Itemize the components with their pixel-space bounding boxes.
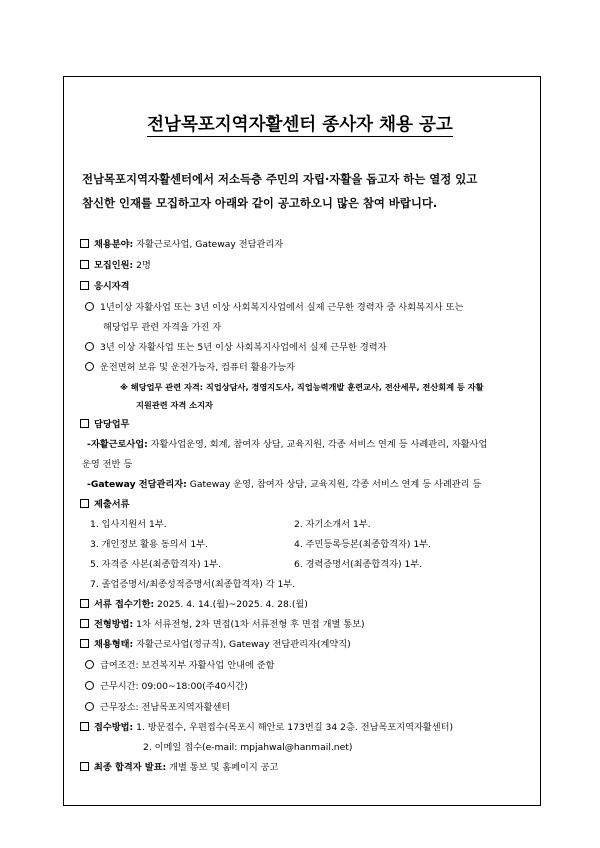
document-item: 5. 자격증 사본(최종합격자) 1부. <box>90 559 222 570</box>
qualification-item <box>85 362 295 374</box>
circle-bullet-icon <box>85 362 94 371</box>
employment-item <box>85 702 230 714</box>
checkbox-icon <box>80 419 89 428</box>
document-item: 7. 졸업증명서/최종성적증명서(최종합격자) 각 1부. <box>90 579 296 590</box>
employment-value: 자활근로사업(정규직), Gateway 전담관리자(계약직) <box>133 639 351 650</box>
employment-text: 근무장소: 전남목포지역자활센터 <box>100 702 231 713</box>
checkbox-icon <box>80 722 89 731</box>
checkbox-icon <box>80 281 89 290</box>
circle-bullet-icon <box>85 681 94 690</box>
process-value: 1차 서류전형, 2차 면접(1차 서류전형 후 면접 개별 통보) <box>133 619 365 630</box>
qualification-item <box>85 342 386 354</box>
application-email: 2. 이메일 접수(e-mail: mpjahwal@hanmail.net) <box>143 742 353 753</box>
qualification-text: 운전면허 보유 및 운전가능자, 컴퓨터 활용가능자 <box>100 362 296 373</box>
employment-item <box>85 681 248 693</box>
employment-text: 근무시간: 09:00~18:00(주40시간) <box>100 681 248 692</box>
document-item: 6. 경력증명서(최종합격자) 1부. <box>294 559 423 570</box>
announcement-label: 최종 합격자 발표: <box>94 762 167 773</box>
duties-gateway <box>87 479 481 491</box>
duties-gateway-text: Gateway 운영, 참여자 상담, 교육지원, 각종 서비스 연계 등 사례관리 등 <box>186 479 482 490</box>
qualification-text: 1년이상 자활사업 또는 3년 이상 사회복지사업에서 실제 근무한 경력자 중 사회복지사 또는 <box>100 302 464 313</box>
employment-label: 채용형태: <box>94 639 134 650</box>
documents-label: 제출서류 <box>94 499 130 510</box>
field-row <box>80 239 283 251</box>
circle-bullet-icon <box>85 342 94 351</box>
document-item: 2. 자기소개서 1부. <box>294 519 371 530</box>
duties-self-label: -자활근로사업: <box>87 439 148 450</box>
duties-self-text: 자활사업운영, 회계, 참여자 상담, 교육지원, 각종 서비스 연계 등 사례관리, 자활사업 <box>147 439 488 450</box>
positions-label: 모집인원: <box>94 260 134 271</box>
page-title: 전남목포지역자활센터 종사자 채용 공고 <box>147 115 453 135</box>
employment-row <box>80 639 351 651</box>
positions-value: 2명 <box>133 260 151 271</box>
qualification-label: 응시자격 <box>94 281 130 292</box>
qualification-text: 3년 이상 자활사업 또는 5년 이상 사회복지사업에서 실제 근무한 경력자 <box>100 342 387 353</box>
circle-bullet-icon <box>85 660 94 669</box>
duties-gateway-label: -Gateway 전담관리자: <box>87 479 187 490</box>
employment-text: 급여조건: 보건복지부 자활사업 안내에 준함 <box>100 660 275 671</box>
circle-bullet-icon <box>85 302 94 311</box>
document-item: 3. 개인정보 활용 동의서 1부. <box>90 539 208 550</box>
announcement-row <box>80 762 278 774</box>
application-label: 접수방법: <box>94 722 134 733</box>
checkbox-icon <box>80 239 89 248</box>
announcement-value: 개별 통보 및 홈페이지 공고 <box>166 762 279 773</box>
checkbox-icon <box>80 762 89 771</box>
checkbox-icon <box>80 260 89 269</box>
checkbox-icon <box>80 639 89 648</box>
checkbox-icon <box>80 619 89 628</box>
qualification-heading <box>80 281 130 293</box>
qualification-note: ※ 해당업무 관련 자격: 직업상담사, 경영지도사, 직업능력개발 훈련교사, 전산세무, 전산회계 등 자활 <box>120 382 484 392</box>
qualification-item-cont: 해당업무 관련 자격을 가진 자 <box>103 322 222 333</box>
circle-bullet-icon <box>85 702 94 711</box>
duties-heading <box>80 419 130 431</box>
field-value: 자활근로사업, Gateway 전담관리자 <box>133 239 284 250</box>
document-item: 4. 주민등록등본(최종합격자) 1부. <box>294 539 432 550</box>
duties-self-cont: 운영 전반 등 <box>82 459 133 470</box>
qualification-note-cont: 지원관련 자격 소지자 <box>136 400 213 410</box>
duties-self <box>87 439 487 451</box>
duties-label: 담당업무 <box>94 419 130 430</box>
checkbox-icon <box>80 599 89 608</box>
field-label: 채용분야: <box>94 239 134 250</box>
deadline-value: 2025. 4. 14.(월)~2025. 4. 28.(월) <box>154 599 308 610</box>
intro-line-1: 전남목포지역자활센터에서 저소득층 주민의 자립·자활을 돕고자 하는 열정 있고 <box>82 172 478 186</box>
deadline-label: 서류 접수기한: <box>94 599 155 610</box>
application-row <box>80 722 453 734</box>
document-item: 1. 입사지원서 1부. <box>90 519 167 530</box>
qualification-item <box>85 302 463 314</box>
process-label: 전형방법: <box>94 619 134 630</box>
process-row <box>80 619 365 631</box>
employment-item <box>85 660 275 672</box>
intro-line-2: 참신한 인재를 모집하고자 아래와 같이 공고하오니 많은 참여 바랍니다. <box>82 196 438 210</box>
application-text: 1. 방문접수, 우편접수(목포시 해안로 173번길 34 2층. 전남목포지역자활센터) <box>133 722 454 733</box>
deadline-row <box>80 599 308 611</box>
checkbox-icon <box>80 499 89 508</box>
positions-row <box>80 260 151 272</box>
documents-heading <box>80 499 130 511</box>
